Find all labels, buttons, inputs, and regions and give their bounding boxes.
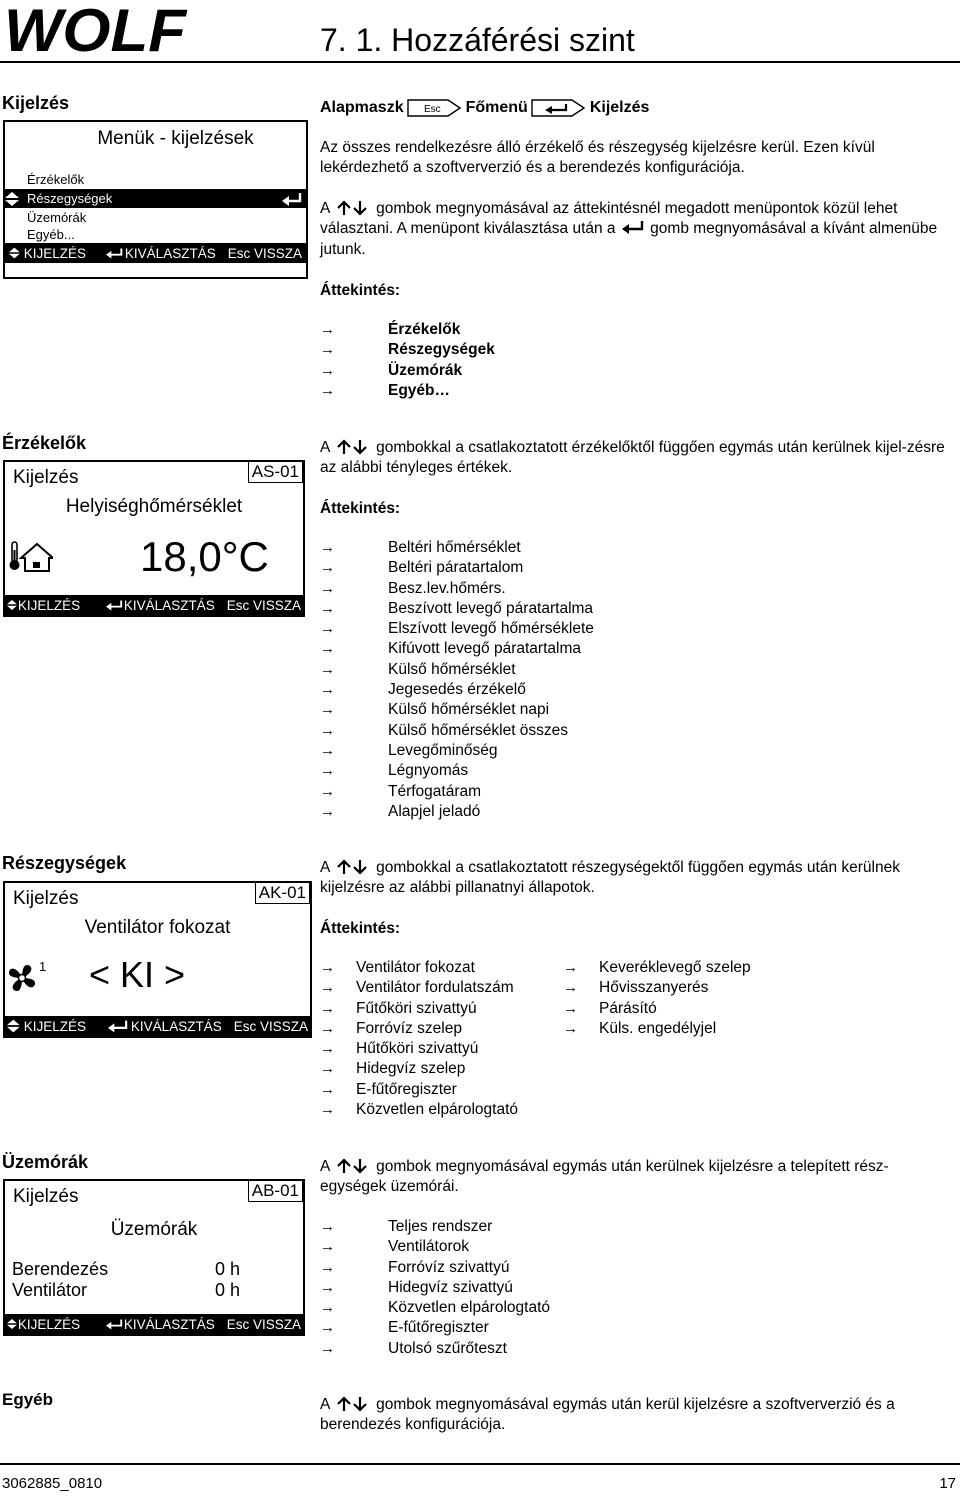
hours-value-1: 0 h bbox=[215, 1259, 241, 1279]
other-text bbox=[320, 1395, 952, 1436]
list-item: → Alapjel jeladó bbox=[320, 802, 481, 820]
text-a: A bbox=[320, 1396, 330, 1413]
logo-text: WOLF bbox=[4, 5, 188, 55]
display-subtitle: Ventilátor fokozat bbox=[84, 917, 231, 938]
bar-label-vissza: Esc VISSZA bbox=[233, 1018, 308, 1034]
list-item: → Hűtőköri szivattyú bbox=[320, 1040, 479, 1058]
list-item: → E-fűtőregiszter bbox=[320, 1319, 489, 1337]
list-item: → Jegesedés érzékelő bbox=[320, 681, 526, 699]
esc-key-label: Esc bbox=[423, 104, 441, 115]
up-down-arrows-icon bbox=[336, 1396, 370, 1412]
text-a: A bbox=[320, 439, 330, 456]
list-item: → Utolsó szűrőteszt bbox=[320, 1339, 507, 1357]
kijelzes-overview-label: Áttekintés: bbox=[320, 282, 401, 299]
menu-display bbox=[3, 120, 308, 279]
list-item: → Hidegvíz szivattyú bbox=[320, 1278, 513, 1296]
list-item: → Külső hőmérséklet összes bbox=[320, 721, 569, 739]
hours-display bbox=[3, 1179, 305, 1336]
menu-item-selected[interactable] bbox=[5, 189, 306, 208]
section-heading-kijelzes: Kijelzés bbox=[2, 93, 70, 113]
sensor-value: 18,0°C bbox=[140, 533, 269, 580]
list-item: → E-fűtőregiszter bbox=[320, 1080, 457, 1098]
list-item: → Beltéri hőmérséklet bbox=[320, 539, 521, 556]
display-code: AK-01 bbox=[255, 883, 310, 904]
list-item: → Elszívott levegő hőmérséklete bbox=[320, 620, 594, 638]
list-item: → Üzemórák bbox=[320, 361, 463, 379]
list-item: → Kifúvott levegő páratartalma bbox=[320, 640, 581, 658]
bar-label-kivalasztas: KIVÁLASZTÁS bbox=[124, 245, 216, 261]
updown-icon bbox=[7, 598, 17, 612]
hours-label-2: Ventilátor bbox=[12, 1280, 88, 1300]
list-item: → Ventilátor fokozat bbox=[320, 959, 475, 976]
updown-icon bbox=[7, 1317, 17, 1331]
sensors-overview-list bbox=[320, 538, 594, 822]
list-item: → Ventilátor fordulatszám bbox=[320, 979, 514, 997]
list-item: → Hővisszanyerés bbox=[563, 979, 709, 997]
display-title: Kijelzés bbox=[13, 1186, 79, 1207]
list-item: → Közvetlen elpárologtató bbox=[320, 1101, 519, 1119]
display-title: Kijelzés bbox=[13, 467, 79, 488]
components-text bbox=[320, 858, 952, 899]
list-item: → Besz.lev.hőmérs. bbox=[320, 579, 506, 597]
enter-icon bbox=[282, 192, 302, 211]
nav-step-fomenu: Főmenü bbox=[465, 99, 528, 116]
list-item: → Külső hőmérséklet napi bbox=[320, 701, 550, 719]
display-code: AB-01 bbox=[248, 1181, 303, 1202]
enter-icon bbox=[622, 221, 644, 235]
list-item: → Beszívott levegő páratartalma bbox=[320, 599, 594, 617]
text-b: gombokkal a csatlakoztatott érzékelőktől függően egymás után kerülnek kijel-zésre az alábbi tényleges értékek. bbox=[320, 439, 945, 477]
section-heading-reszegysegek: Részegységek bbox=[2, 853, 127, 873]
bar-label-kijelzes: KIJELZÉS bbox=[17, 597, 81, 613]
list-item: → Külső hőmérséklet bbox=[320, 660, 516, 678]
list-item: → Egyéb… bbox=[320, 381, 451, 399]
component-value: < KI > bbox=[89, 954, 186, 995]
menu-display-title: Menük - kijelzések bbox=[97, 128, 254, 149]
fan-icon bbox=[7, 963, 37, 993]
list-item: → Forróvíz szivattyú bbox=[320, 1258, 510, 1276]
esc-arrow-icon bbox=[406, 96, 464, 120]
hours-overview-list bbox=[320, 1217, 550, 1359]
sensors-text bbox=[320, 438, 952, 479]
menu-display-bar bbox=[5, 243, 306, 263]
updown-icon bbox=[5, 192, 19, 211]
page-number: 17 bbox=[939, 1475, 956, 1492]
display-subtitle: Helyiséghőmérséklet bbox=[65, 496, 243, 517]
up-down-arrows-icon bbox=[336, 859, 370, 875]
navigation-path bbox=[320, 97, 649, 119]
list-item: → Légnyomás bbox=[320, 762, 469, 780]
kijelzes-overview-list bbox=[320, 320, 495, 401]
display-subtitle: Üzemórák bbox=[110, 1219, 198, 1240]
list-item: → Küls. engedélyjel bbox=[563, 1019, 717, 1037]
wolf-logo bbox=[4, 5, 189, 55]
bar-label-vissza: Esc VISSZA bbox=[226, 597, 301, 613]
list-item: → Részegységek bbox=[320, 341, 495, 359]
hours-text bbox=[320, 1157, 952, 1198]
updown-icon bbox=[7, 1019, 20, 1033]
list-item: → Forróvíz szelep bbox=[320, 1019, 462, 1037]
nav-step-alapmaszk: Alapmaszk bbox=[320, 99, 404, 116]
bar-label-vissza: Esc VISSZA bbox=[226, 1316, 301, 1332]
thermometer-house-icon bbox=[9, 540, 53, 574]
kijelzes-instruction-text bbox=[320, 199, 952, 260]
kijelzes-intro-text: Az összes rendelkezésre álló érzékelő és részegység kijelzésre kerül. Ezen kívül lekérdezhető a szoftververzió és a berendezés konfigurációja. bbox=[320, 139, 875, 177]
enter-icon bbox=[106, 247, 123, 260]
text-c: gomb megnyomásával a kívánt almenübe jutunk. bbox=[320, 220, 938, 258]
sensor-display-bar bbox=[5, 595, 303, 615]
menu-item-label: Részegységek bbox=[27, 191, 113, 206]
list-item: → Közvetlen elpárologtató bbox=[320, 1299, 551, 1317]
hours-value-2: 0 h bbox=[215, 1280, 241, 1300]
component-display bbox=[3, 881, 312, 1038]
bar-label-kijelzes: KIJELZÉS bbox=[23, 1018, 86, 1034]
bar-label-kivalasztas: KIVÁLASZTÁS bbox=[123, 597, 215, 613]
enter-icon bbox=[106, 1318, 123, 1331]
text-b: gombok megnyomásával az áttekintésnél megadott menüpontok közül lehet választani. A menüpont kiválasztása után a bbox=[320, 200, 898, 238]
hours-display-bar bbox=[5, 1314, 303, 1334]
sensor-display bbox=[3, 460, 305, 617]
chapter-title: 7. 1. Hozzáférési szint bbox=[320, 22, 635, 58]
list-item: → Teljes rendszer bbox=[320, 1218, 493, 1235]
enter-icon bbox=[108, 1020, 128, 1033]
list-item: → Beltéri páratartalom bbox=[320, 559, 524, 577]
up-down-arrows-icon bbox=[336, 439, 370, 455]
display-title: Kijelzés bbox=[13, 888, 79, 909]
bar-label-kijelzes: KIJELZÉS bbox=[23, 245, 87, 261]
text-b: gombok megnyomásával egymás után kerül kijelzésre a szoftververzió és a berendezés konfigurációja. bbox=[320, 1396, 895, 1434]
up-down-arrows-icon bbox=[336, 1158, 370, 1174]
header-rule bbox=[0, 61, 960, 63]
updown-icon bbox=[9, 246, 20, 260]
list-item: → Keveréklevegő szelep bbox=[563, 959, 751, 976]
section-heading-uzemorak: Üzemórák bbox=[2, 1152, 89, 1172]
fan-index: 1 bbox=[39, 959, 47, 974]
list-item: → Fűtőköri szivattyú bbox=[320, 999, 477, 1017]
list-item: → Hidegvíz szelep bbox=[320, 1060, 466, 1078]
sensors-overview-label: Áttekintés: bbox=[320, 500, 401, 517]
hours-label-1: Berendezés bbox=[12, 1259, 109, 1279]
bar-label-kivalasztas: KIVÁLASZTÁS bbox=[130, 1018, 222, 1034]
list-item: → Térfogatáram bbox=[320, 782, 482, 800]
section-heading-egyeb: Egyéb bbox=[2, 1390, 54, 1409]
components-overview-list-2 bbox=[563, 958, 751, 1039]
component-display-bar bbox=[5, 1016, 310, 1036]
components-overview-label: Áttekintés: bbox=[320, 920, 401, 937]
list-item: → Levegőminőség bbox=[320, 741, 498, 759]
text-b: gombokkal a csatlakoztatott részegységektől függően egymás után kerülnek kijelzésre az alábbi pillanatnyi állapotok. bbox=[320, 859, 900, 897]
menu-item[interactable]: Érzékelők bbox=[27, 172, 85, 187]
components-overview-list-1 bbox=[320, 958, 518, 1120]
up-down-arrows-icon bbox=[336, 200, 370, 216]
text-a: A bbox=[320, 859, 330, 876]
bar-label-kivalasztas: KIVÁLASZTÁS bbox=[123, 1316, 215, 1332]
section-heading-erzekelok: Érzékelők bbox=[2, 433, 87, 453]
list-item: → Ventilátorok bbox=[320, 1238, 469, 1256]
footer-rule bbox=[0, 1463, 960, 1465]
enter-arrow-icon bbox=[530, 96, 588, 120]
menu-item[interactable]: Egyéb... bbox=[27, 227, 75, 242]
enter-icon bbox=[106, 599, 123, 612]
list-item: → Érzékelők bbox=[320, 321, 461, 338]
text-a: A bbox=[320, 1158, 330, 1175]
list-item: → Párásító bbox=[563, 999, 657, 1017]
text-b: gombok megnyomásával egymás után kerülnek kijelzésre a telepített rész-egységek üzemórái. bbox=[320, 1158, 889, 1196]
nav-step-kijelzes: Kijelzés bbox=[589, 99, 650, 116]
bar-label-kijelzes: KIJELZÉS bbox=[17, 1316, 81, 1332]
bar-label-vissza: Esc VISSZA bbox=[227, 245, 302, 261]
doc-number: 3062885_0810 bbox=[2, 1475, 103, 1492]
menu-item[interactable]: Üzemórák bbox=[27, 210, 87, 225]
text-a: A bbox=[320, 200, 330, 217]
display-code: AS-01 bbox=[248, 462, 303, 483]
